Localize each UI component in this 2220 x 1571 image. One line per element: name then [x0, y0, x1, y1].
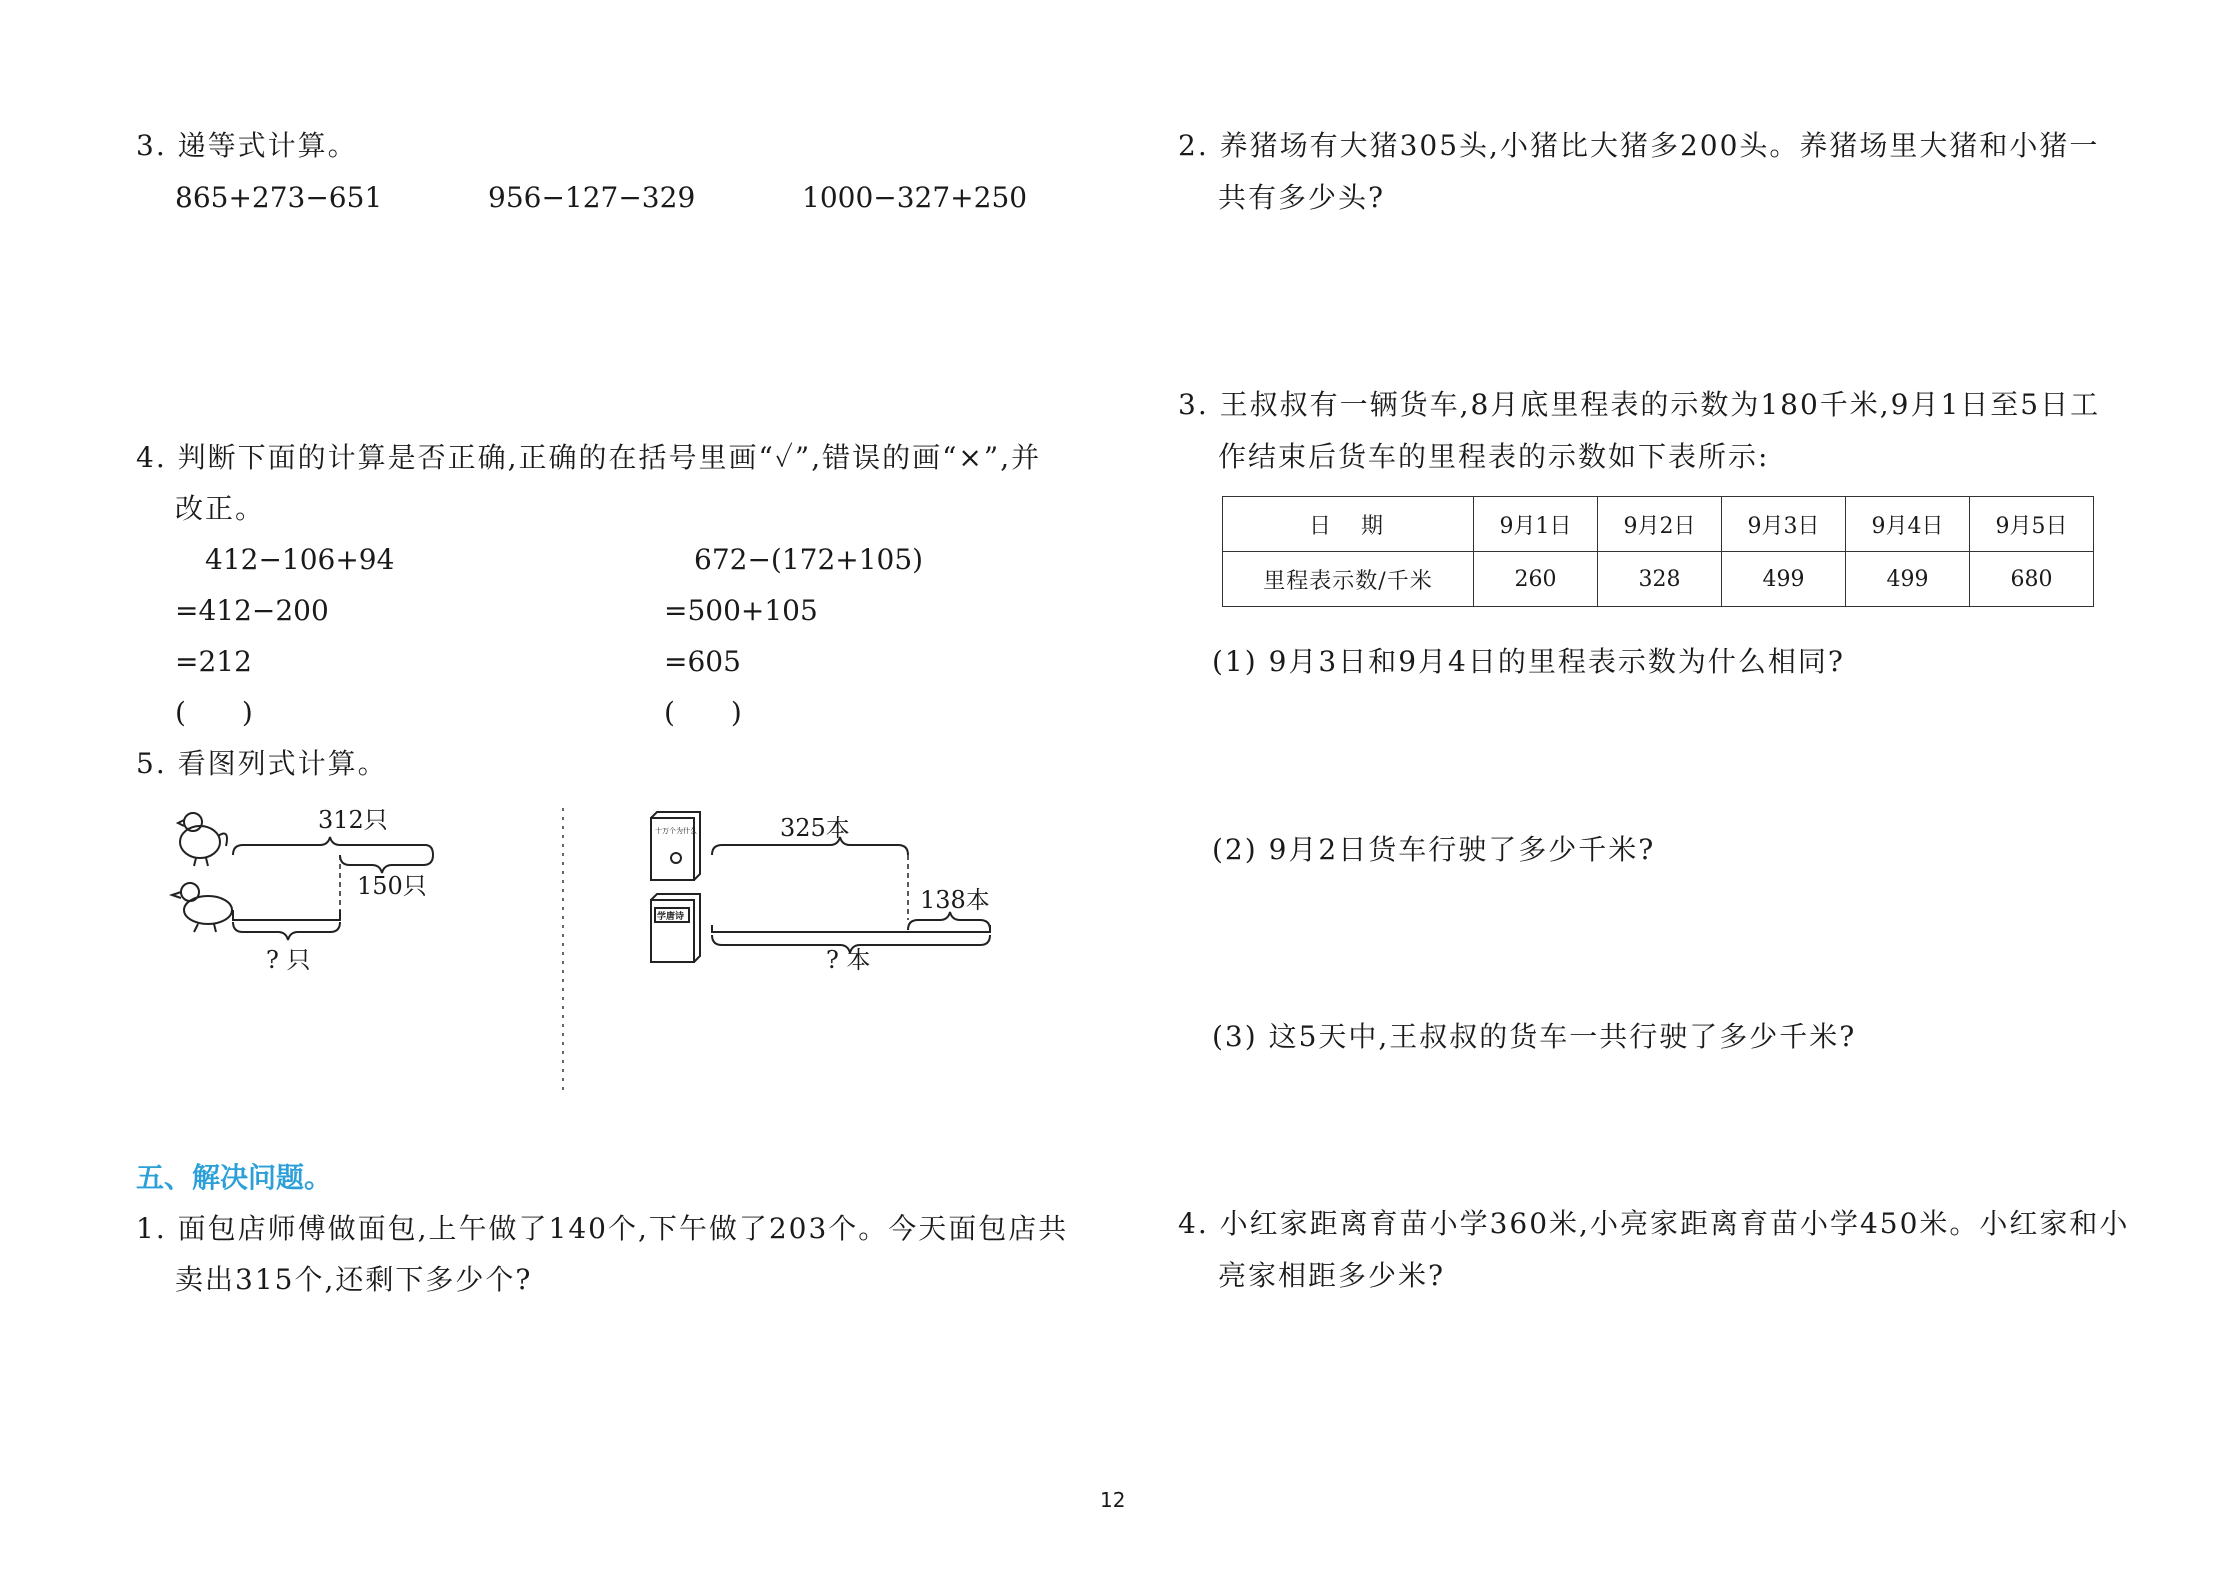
- book2-text: 学唐诗: [657, 912, 685, 922]
- table-value-1: 260: [1474, 552, 1598, 607]
- q4-b-line-1: 672−(172+105): [694, 543, 924, 576]
- book2-icon: [651, 894, 700, 962]
- fig1-part-label: 150只: [357, 872, 427, 900]
- mileage-table: [1222, 496, 2094, 607]
- q4-b-line-2: =500+105: [664, 594, 818, 627]
- q3-title: 3. 递等式计算。: [136, 129, 358, 162]
- q3-expr-2: 956−127−329: [488, 181, 696, 214]
- book1-icon: [651, 812, 700, 880]
- table-date-4: 9月4日: [1846, 497, 1970, 552]
- p1-line-2: 卖出315个,还剩下多少个?: [175, 1263, 533, 1296]
- table-value-5: 680: [1970, 552, 2094, 607]
- p3-sub-1: (1) 9月3日和9月4日的里程表示数为什么相同?: [1212, 645, 1845, 678]
- section-5-title: 五、解决问题。: [136, 1161, 333, 1194]
- q3-expr-3: 1000−327+250: [802, 181, 1028, 214]
- table-row: [1223, 497, 2094, 552]
- table-header-label: 日 期: [1223, 497, 1474, 552]
- table-date-3: 9月3日: [1722, 497, 1846, 552]
- table-row-label: 里程表示数/千米: [1223, 552, 1474, 607]
- table-value-2: 328: [1598, 552, 1722, 607]
- table-date-2: 9月2日: [1598, 497, 1722, 552]
- q4-a-line-2: =412−200: [175, 594, 329, 627]
- fig2-part-label: 138本: [920, 886, 990, 914]
- chicken-icon: [178, 813, 227, 866]
- q4-a-answer-box[interactable]: ( ): [175, 696, 253, 729]
- p2-line-1: 2. 养猪场有大猪305头,小猪比大猪多200头。养猪场里大猪和小猪一: [1178, 129, 2100, 162]
- p2-line-2: 共有多少头?: [1218, 181, 1386, 214]
- fig1-bottom-label: ? 只: [266, 946, 311, 974]
- fig2-top-label: 325本: [780, 814, 850, 842]
- table-row: [1223, 552, 2094, 607]
- fig1-bottom-brace: [233, 910, 340, 940]
- table-value-4: 499: [1846, 552, 1970, 607]
- q4-title-cont: 改正。: [175, 492, 266, 525]
- p3-sub-2: (2) 9月2日货车行驶了多少千米?: [1212, 833, 1656, 866]
- fig1-top-label: 312只: [318, 806, 388, 834]
- p3-line-1: 3. 王叔叔有一辆货车,8月底里程表的示数为180千米,9月1日至5日工: [1178, 388, 2101, 421]
- duck-icon: [172, 883, 232, 932]
- q4-b-line-3: =605: [664, 645, 741, 678]
- book1-text: 十万个为什么: [655, 827, 697, 835]
- q4-a-line-3: =212: [175, 645, 252, 678]
- fig2-bottom-label: ? 本: [826, 946, 871, 974]
- page-number: 12: [1100, 1488, 1126, 1512]
- p3-line-2: 作结束后货车的里程表的示数如下表所示:: [1218, 440, 1770, 473]
- q4-title: 4. 判断下面的计算是否正确,正确的在括号里画“✓”,错误的画“×”,并: [136, 441, 1042, 474]
- p1-line-1: 1. 面包店师傅做面包,上午做了140个,下午做了203个。今天面包店共: [136, 1212, 1069, 1245]
- table-value-3: 499: [1722, 552, 1846, 607]
- q5-title: 5. 看图列式计算。: [136, 747, 388, 780]
- q4-b-answer-box[interactable]: ( ): [664, 696, 742, 729]
- p4-line-1: 4. 小红家距离育苗小学360米,小亮家距离育苗小学450米。小红家和小: [1178, 1207, 2130, 1240]
- p3-sub-3: (3) 这5天中,王叔叔的货车一共行驶了多少千米?: [1212, 1020, 1857, 1053]
- q3-expr-1: 865+273−651: [175, 181, 383, 214]
- table-date-5: 9月5日: [1970, 497, 2094, 552]
- table-date-1: 9月1日: [1474, 497, 1598, 552]
- q4-a-line-1: 412−106+94: [205, 543, 395, 576]
- p4-line-2: 亮家相距多少米?: [1218, 1259, 1446, 1292]
